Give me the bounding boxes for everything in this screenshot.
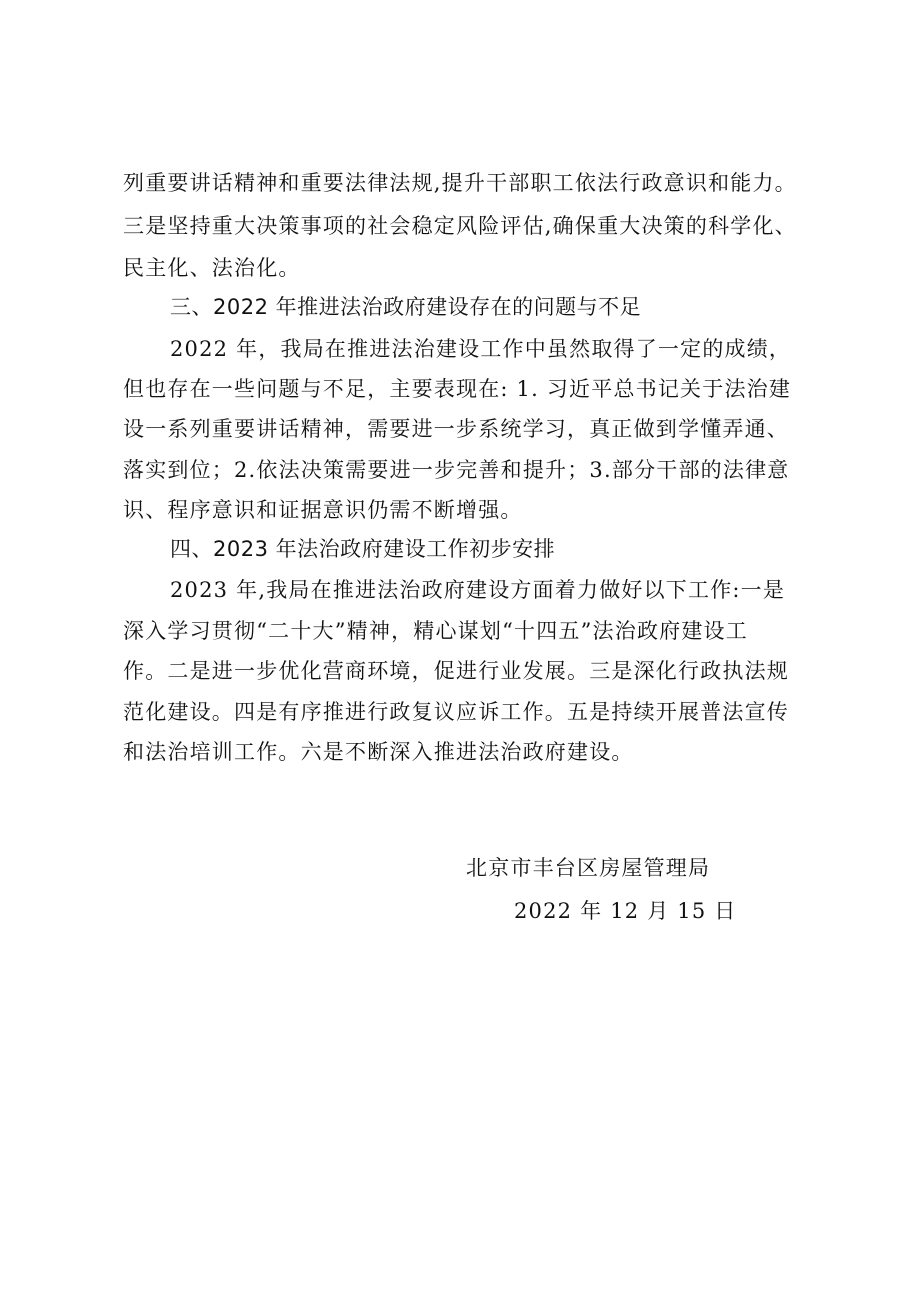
section-4-heading: 四、2023 年法治政府建设工作初步安排: [170, 537, 556, 561]
intro-line-1: 列重要讲话精神和重要法律法规,提升干部职工依法行政意识和能力。: [123, 171, 797, 195]
section-4-line-1: 2023 年,我局在推进法治政府建设方面着力做好以下工作:一是: [170, 578, 786, 602]
section-3-line-1: 2022 年，我局在推进法治建设工作中虽然取得了一定的成绩，: [170, 337, 792, 361]
intro-line-3: 民主化、法治化。: [123, 256, 301, 280]
section-3-line-4: 落实到位；2.依法决策需要进一步完善和提升；3.部分干部的法律意: [123, 458, 790, 482]
signature-organization: 北京市丰台区房屋管理局: [466, 856, 711, 880]
section-3-line-5: 识、程序意识和证据意识仍需不断增强。: [123, 498, 523, 522]
section-3-line-3: 设一系列重要讲话精神，需要进一步系统学习，真正做到学懂弄通、: [123, 417, 789, 441]
intro-line-2: 三是坚持重大决策事项的社会稳定风险评估,确保重大决策的科学化、: [123, 214, 797, 238]
signature-date: 2022 年 12 月 15 日: [514, 899, 737, 923]
section-4-line-3: 作。二是进一步优化营商环境，促进行业发展。三是深化行政执法规: [123, 659, 789, 683]
section-4-line-5: 和法治培训工作。六是不断深入推进法治政府建设。: [123, 740, 634, 764]
section-3-line-2: 但也存在一些问题与不足，主要表现在: 1. 习近平总书记关于法治建: [123, 377, 792, 401]
section-3-heading: 三、2022 年推进法治政府建设存在的问题与不足: [170, 295, 642, 319]
section-4-line-4: 范化建设。四是有序推进行政复议应诉工作。五是持续开展普法宣传: [123, 700, 789, 724]
section-4-line-2: 深入学习贯彻“二十大”精神，精心谋划“十四五”法治政府建设工: [123, 619, 748, 643]
